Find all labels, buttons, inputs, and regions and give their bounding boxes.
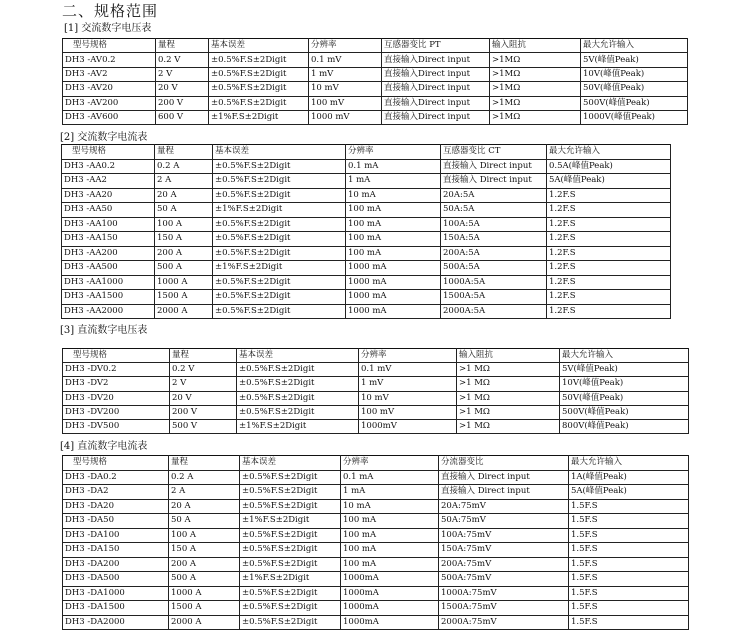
table-row bbox=[62, 174, 671, 189]
table-cell: DH3 -AA150 bbox=[62, 232, 155, 247]
table-row bbox=[63, 391, 689, 405]
table-cell: DH3 -DA20 bbox=[63, 499, 169, 514]
table-cell: 20 V bbox=[156, 82, 209, 96]
table-row bbox=[62, 304, 671, 319]
table-cell: 直接输入Direct input bbox=[382, 96, 490, 110]
table-cell: DH3 -AA2 bbox=[62, 174, 155, 189]
table-cell: 1 mA bbox=[341, 485, 439, 500]
table-cell: 50V(峰值Peak) bbox=[581, 82, 688, 96]
table-cell: 1.5F.S bbox=[569, 514, 689, 529]
table-cell: ±0.5%F.S±2Digit bbox=[213, 232, 346, 247]
table-cell: DH3 -DV0.2 bbox=[63, 363, 170, 377]
table-dc-voltage bbox=[62, 348, 689, 434]
table-row bbox=[63, 405, 689, 419]
table-cell: ±0.5%F.S±2Digit bbox=[213, 290, 346, 305]
table-row bbox=[62, 246, 671, 261]
column-header: 型号规格 bbox=[63, 39, 156, 53]
column-header: 分辨率 bbox=[359, 349, 457, 363]
table-cell: 200 V bbox=[156, 96, 209, 110]
table-cell: ±0.5%F.S±2Digit bbox=[240, 499, 341, 514]
table-cell: ±0.5%F.S±2Digit bbox=[240, 485, 341, 500]
table-cell: 1000 mA bbox=[346, 304, 441, 319]
table-row bbox=[63, 53, 688, 67]
table-cell: ±0.5%F.S±2Digit bbox=[240, 586, 341, 601]
table-cell: 100 mA bbox=[341, 528, 439, 543]
table-cell: 1.5F.S bbox=[569, 499, 689, 514]
table-header-row bbox=[63, 39, 688, 53]
table-cell: 200 V bbox=[170, 405, 237, 419]
table-cell: 0.5A(峰值Peak) bbox=[547, 159, 671, 174]
table-cell: DH3 -AA1500 bbox=[62, 290, 155, 305]
table-cell: 1000mA bbox=[341, 586, 439, 601]
table-cell: 直接输入 Direct input bbox=[439, 470, 569, 485]
table-cell: 1.2F.S bbox=[547, 188, 671, 203]
column-header: 分辨率 bbox=[309, 39, 382, 53]
table-row bbox=[62, 188, 671, 203]
table-cell: 20 A bbox=[169, 499, 240, 514]
table-cell: >1MΩ bbox=[490, 110, 581, 124]
table-cell: 1000 mA bbox=[346, 290, 441, 305]
table-cell: 100A:5A bbox=[441, 217, 547, 232]
table-cell: 200 A bbox=[169, 557, 240, 572]
table-cell: 0.1 mA bbox=[341, 470, 439, 485]
table-cell: DH3 -DA1500 bbox=[63, 601, 169, 616]
table-cell: 1.2F.S bbox=[547, 275, 671, 290]
table-cell: DH3 -AA0.2 bbox=[62, 159, 155, 174]
table-cell: 0.1 mV bbox=[359, 363, 457, 377]
table-cell: DH3 -DA2000 bbox=[63, 615, 169, 630]
table-row bbox=[63, 363, 689, 377]
table-ac-voltage bbox=[62, 38, 688, 125]
table-cell: ±0.5%F.S±2Digit bbox=[237, 391, 359, 405]
table-cell: 1500 A bbox=[169, 601, 240, 616]
table-cell: 100 mA bbox=[341, 557, 439, 572]
table-cell: ±0.5%F.S±2Digit bbox=[213, 304, 346, 319]
table-cell: >1MΩ bbox=[490, 82, 581, 96]
table-cell: 500 V bbox=[170, 419, 237, 433]
table-cell: 5V(峰值Peak) bbox=[581, 53, 688, 67]
column-header: 基本误差 bbox=[209, 39, 309, 53]
table-cell: 1.5F.S bbox=[569, 557, 689, 572]
table-cell: 1 mV bbox=[359, 377, 457, 391]
table-dc-current bbox=[62, 455, 689, 630]
table-row bbox=[63, 470, 689, 485]
table-cell: 1.5F.S bbox=[569, 528, 689, 543]
table-cell: DH3 -DA0.2 bbox=[63, 470, 169, 485]
table-cell: 100 mV bbox=[359, 405, 457, 419]
table-cell: ±0.5%F.S±2Digit bbox=[213, 246, 346, 261]
table-cell: 1 mV bbox=[309, 67, 382, 81]
table-cell: 1000mA bbox=[341, 615, 439, 630]
table-row bbox=[63, 499, 689, 514]
table-cell: 1000mA bbox=[341, 601, 439, 616]
table-cell: 1.2F.S bbox=[547, 203, 671, 218]
table-cell: 100A:75mV bbox=[439, 528, 569, 543]
table-cell: 100 mA bbox=[341, 543, 439, 558]
section-title-dc-current: [4] 直流数字电流表 bbox=[60, 441, 148, 452]
table-cell: 2 V bbox=[156, 67, 209, 81]
table-cell: 10 mA bbox=[341, 499, 439, 514]
table-cell: ±0.5%F.S±2Digit bbox=[240, 543, 341, 558]
table-cell: ±0.5%F.S±2Digit bbox=[240, 470, 341, 485]
column-header: 型号规格 bbox=[62, 145, 155, 160]
table-cell: 2000A:75mV bbox=[439, 615, 569, 630]
table-cell: 100 mA bbox=[346, 217, 441, 232]
table-cell: ±1%F.S±2Digit bbox=[209, 110, 309, 124]
table-cell: 0.1 mV bbox=[309, 53, 382, 67]
table-row bbox=[63, 543, 689, 558]
table-cell: 1.2F.S bbox=[547, 217, 671, 232]
table-cell: 1.5F.S bbox=[569, 572, 689, 587]
table-cell: DH3 -AV200 bbox=[63, 96, 156, 110]
table-cell: >1MΩ bbox=[490, 96, 581, 110]
table-cell: ±0.5%F.S±2Digit bbox=[213, 159, 346, 174]
table-cell: 20 V bbox=[170, 391, 237, 405]
table-cell: 直接输入 Direct input bbox=[441, 174, 547, 189]
table-cell: ±1%F.S±2Digit bbox=[240, 514, 341, 529]
table-cell: ±0.5%F.S±2Digit bbox=[209, 67, 309, 81]
table-cell: ±0.5%F.S±2Digit bbox=[209, 82, 309, 96]
table-cell: 50A:75mV bbox=[439, 514, 569, 529]
table-cell: 5V(峰值Peak) bbox=[560, 363, 689, 377]
table-cell: 100 A bbox=[155, 217, 213, 232]
column-header: 分流器变比 bbox=[439, 456, 569, 471]
table-cell: 1.2F.S bbox=[547, 261, 671, 276]
table-cell: 500V(峰值Peak) bbox=[560, 405, 689, 419]
table-cell: ±1%F.S±2Digit bbox=[237, 419, 359, 433]
table-row bbox=[62, 275, 671, 290]
table-cell: 20A:5A bbox=[441, 188, 547, 203]
table-row bbox=[63, 528, 689, 543]
table-cell: 500 A bbox=[169, 572, 240, 587]
column-header: 基本误差 bbox=[240, 456, 341, 471]
table-header-row bbox=[63, 456, 689, 471]
column-header: 基本误差 bbox=[213, 145, 346, 160]
table-cell: ±0.5%F.S±2Digit bbox=[237, 405, 359, 419]
table-ac-current bbox=[61, 144, 671, 319]
table-cell: >1 MΩ bbox=[457, 377, 560, 391]
table-row bbox=[63, 67, 688, 81]
table-cell: ±0.5%F.S±2Digit bbox=[240, 528, 341, 543]
table-cell: 150 A bbox=[169, 543, 240, 558]
table-cell: 5A(峰值Peak) bbox=[569, 485, 689, 500]
table-cell: 1.5F.S bbox=[569, 543, 689, 558]
table-cell: 直接输入Direct input bbox=[382, 67, 490, 81]
table-cell: 50 A bbox=[169, 514, 240, 529]
table-cell: 0.2 A bbox=[155, 159, 213, 174]
table-cell: DH3 -AV600 bbox=[63, 110, 156, 124]
table-cell: 150A:5A bbox=[441, 232, 547, 247]
table-cell: 1000A:5A bbox=[441, 275, 547, 290]
table-cell: 1.5F.S bbox=[569, 586, 689, 601]
table-cell: ±1%F.S±2Digit bbox=[213, 261, 346, 276]
table-cell: 2 A bbox=[169, 485, 240, 500]
table-cell: 直接输入Direct input bbox=[382, 53, 490, 67]
table-cell: 直接输入 Direct input bbox=[441, 159, 547, 174]
table-cell: 2000A:5A bbox=[441, 304, 547, 319]
table-cell: 2000 A bbox=[169, 615, 240, 630]
table-cell: 100 mA bbox=[346, 232, 441, 247]
table-cell: 1500 A bbox=[155, 290, 213, 305]
table-header-row bbox=[62, 145, 671, 160]
column-header: 输入阻抗 bbox=[490, 39, 581, 53]
table-cell: >1MΩ bbox=[490, 53, 581, 67]
section-title-dc-voltage: [3] 直流数字电压表 bbox=[60, 325, 148, 336]
table-cell: >1 MΩ bbox=[457, 405, 560, 419]
table-cell: DH3 -AV20 bbox=[63, 82, 156, 96]
column-header: 量程 bbox=[156, 39, 209, 53]
table-cell: 50A:5A bbox=[441, 203, 547, 218]
table-row bbox=[62, 232, 671, 247]
table-cell: DH3 -DV200 bbox=[63, 405, 170, 419]
table-cell: DH3 -AA200 bbox=[62, 246, 155, 261]
table-cell: ±0.5%F.S±2Digit bbox=[237, 363, 359, 377]
column-header: 互感器变比 PT bbox=[382, 39, 490, 53]
table-cell: DH3 -AA20 bbox=[62, 188, 155, 203]
table-cell: 0.2 V bbox=[170, 363, 237, 377]
column-header: 最大允许输入 bbox=[569, 456, 689, 471]
table-cell: ±0.5%F.S±2Digit bbox=[213, 275, 346, 290]
column-header: 最大允许输入 bbox=[560, 349, 689, 363]
table-cell: 1000 mA bbox=[346, 275, 441, 290]
table-row bbox=[63, 615, 689, 630]
table-cell: 1000 mA bbox=[346, 261, 441, 276]
column-header: 量程 bbox=[155, 145, 213, 160]
table-cell: 1A(峰值Peak) bbox=[569, 470, 689, 485]
table-cell: 1000mV bbox=[359, 419, 457, 433]
table-cell: ±0.5%F.S±2Digit bbox=[240, 601, 341, 616]
table-cell: 50 A bbox=[155, 203, 213, 218]
column-header: 量程 bbox=[170, 349, 237, 363]
table-cell: 0.2 V bbox=[156, 53, 209, 67]
table-cell: DH3 -DV500 bbox=[63, 419, 170, 433]
table-cell: DH3 -DA2 bbox=[63, 485, 169, 500]
table-cell: DH3 -DV2 bbox=[63, 377, 170, 391]
table-cell: 1000 A bbox=[155, 275, 213, 290]
column-header: 最大允许输入 bbox=[581, 39, 688, 53]
table-cell: 直接输入Direct input bbox=[382, 82, 490, 96]
table-cell: 20 A bbox=[155, 188, 213, 203]
table-cell: 10 mV bbox=[359, 391, 457, 405]
column-header: 分辨率 bbox=[341, 456, 439, 471]
table-cell: DH3 -AA500 bbox=[62, 261, 155, 276]
table-cell: ±1%F.S±2Digit bbox=[213, 203, 346, 218]
table-cell: 2 V bbox=[170, 377, 237, 391]
table-cell: 500A:5A bbox=[441, 261, 547, 276]
table-cell: 2 A bbox=[155, 174, 213, 189]
column-header: 互感器变比 CT bbox=[441, 145, 547, 160]
table-cell: 1000 mV bbox=[309, 110, 382, 124]
table-cell: 200 A bbox=[155, 246, 213, 261]
table-cell: 10V(峰值Peak) bbox=[560, 377, 689, 391]
table-row bbox=[62, 159, 671, 174]
table-cell: 100 mV bbox=[309, 96, 382, 110]
table-cell: DH3 -DA100 bbox=[63, 528, 169, 543]
table-cell: 1.2F.S bbox=[547, 246, 671, 261]
section-title-ac-current: [2] 交流数字电流表 bbox=[60, 132, 148, 143]
table-cell: DH3 -DA1000 bbox=[63, 586, 169, 601]
table-cell: 100 mA bbox=[346, 203, 441, 218]
table-cell: 150A:75mV bbox=[439, 543, 569, 558]
table-cell: 2000 A bbox=[155, 304, 213, 319]
table-cell: 600 V bbox=[156, 110, 209, 124]
table-row bbox=[63, 485, 689, 500]
table-cell: DH3 -AV0.2 bbox=[63, 53, 156, 67]
column-header: 量程 bbox=[169, 456, 240, 471]
table-cell: DH3 -AA100 bbox=[62, 217, 155, 232]
table-cell: DH3 -AV2 bbox=[63, 67, 156, 81]
table-row bbox=[63, 586, 689, 601]
table-cell: ±0.5%F.S±2Digit bbox=[213, 217, 346, 232]
table-cell: 1000V(峰值Peak) bbox=[581, 110, 688, 124]
table-cell: 1000mA bbox=[341, 572, 439, 587]
page-title: 二、规格范围 bbox=[62, 2, 159, 20]
table-cell: 500A:75mV bbox=[439, 572, 569, 587]
table-cell: >1 MΩ bbox=[457, 363, 560, 377]
table-row bbox=[63, 601, 689, 616]
table-cell: 20A:75mV bbox=[439, 499, 569, 514]
table-cell: ±0.5%F.S±2Digit bbox=[213, 188, 346, 203]
table-cell: ±1%F.S±2Digit bbox=[240, 572, 341, 587]
table-cell: 直接输入Direct input bbox=[382, 110, 490, 124]
table-cell: 500V(峰值Peak) bbox=[581, 96, 688, 110]
table-row bbox=[63, 82, 688, 96]
table-row bbox=[63, 96, 688, 110]
table-row bbox=[63, 419, 689, 433]
table-cell: ±0.5%F.S±2Digit bbox=[213, 174, 346, 189]
table-cell: ±0.5%F.S±2Digit bbox=[240, 557, 341, 572]
table-cell: DH3 -AA2000 bbox=[62, 304, 155, 319]
table-cell: DH3 -DV20 bbox=[63, 391, 170, 405]
table-cell: 100 mA bbox=[341, 514, 439, 529]
table-row bbox=[62, 203, 671, 218]
table-cell: 1.5F.S bbox=[569, 601, 689, 616]
table-cell: 200A:75mV bbox=[439, 557, 569, 572]
table-row bbox=[62, 290, 671, 305]
column-header: 型号规格 bbox=[63, 349, 170, 363]
table-cell: 1 mA bbox=[346, 174, 441, 189]
table-cell: ±0.5%F.S±2Digit bbox=[209, 96, 309, 110]
table-cell: 200A:5A bbox=[441, 246, 547, 261]
table-cell: 10 mV bbox=[309, 82, 382, 96]
table-cell: DH3 -AA50 bbox=[62, 203, 155, 218]
table-cell: 1.2F.S bbox=[547, 304, 671, 319]
table-cell: 10 mA bbox=[346, 188, 441, 203]
table-cell: 100 mA bbox=[346, 246, 441, 261]
table-row bbox=[63, 110, 688, 124]
table-cell: >1 MΩ bbox=[457, 391, 560, 405]
table-cell: DH3 -DA50 bbox=[63, 514, 169, 529]
table-row bbox=[63, 572, 689, 587]
column-header: 分辨率 bbox=[346, 145, 441, 160]
table-cell: 100 A bbox=[169, 528, 240, 543]
column-header: 输入阻抗 bbox=[457, 349, 560, 363]
table-cell: 直接输入 Direct input bbox=[439, 485, 569, 500]
table-cell: 1000 A bbox=[169, 586, 240, 601]
table-row bbox=[62, 217, 671, 232]
table-row bbox=[63, 514, 689, 529]
column-header: 最大允许输入 bbox=[547, 145, 671, 160]
table-cell: ±0.5%F.S±2Digit bbox=[237, 377, 359, 391]
table-cell: 800V(峰值Peak) bbox=[560, 419, 689, 433]
table-cell: 0.2 A bbox=[169, 470, 240, 485]
table-cell: DH3 -DA500 bbox=[63, 572, 169, 587]
table-cell: ±0.5%F.S±2Digit bbox=[240, 615, 341, 630]
table-cell: 5A(峰值Peak) bbox=[547, 174, 671, 189]
table-cell: 1000A:75mV bbox=[439, 586, 569, 601]
column-header: 基本误差 bbox=[237, 349, 359, 363]
section-title-ac-voltage: [1] 交流数字电压表 bbox=[64, 23, 152, 34]
table-cell: 0.1 mA bbox=[346, 159, 441, 174]
table-cell: 1.5F.S bbox=[569, 615, 689, 630]
table-cell: DH3 -AA1000 bbox=[62, 275, 155, 290]
table-row bbox=[63, 557, 689, 572]
table-cell: 500 A bbox=[155, 261, 213, 276]
table-cell: 1.2F.S bbox=[547, 232, 671, 247]
table-cell: 1500A:5A bbox=[441, 290, 547, 305]
table-cell: DH3 -DA200 bbox=[63, 557, 169, 572]
table-cell: 10V(峰值Peak) bbox=[581, 67, 688, 81]
table-cell: 1.2F.S bbox=[547, 290, 671, 305]
table-cell: >1MΩ bbox=[490, 67, 581, 81]
table-row bbox=[62, 261, 671, 276]
column-header: 型号规格 bbox=[63, 456, 169, 471]
table-cell: 150 A bbox=[155, 232, 213, 247]
table-cell: 1500A:75mV bbox=[439, 601, 569, 616]
table-row bbox=[63, 377, 689, 391]
table-cell: ±0.5%F.S±2Digit bbox=[209, 53, 309, 67]
table-cell: 50V(峰值Peak) bbox=[560, 391, 689, 405]
table-header-row bbox=[63, 349, 689, 363]
table-cell: >1 MΩ bbox=[457, 419, 560, 433]
table-cell: DH3 -DA150 bbox=[63, 543, 169, 558]
